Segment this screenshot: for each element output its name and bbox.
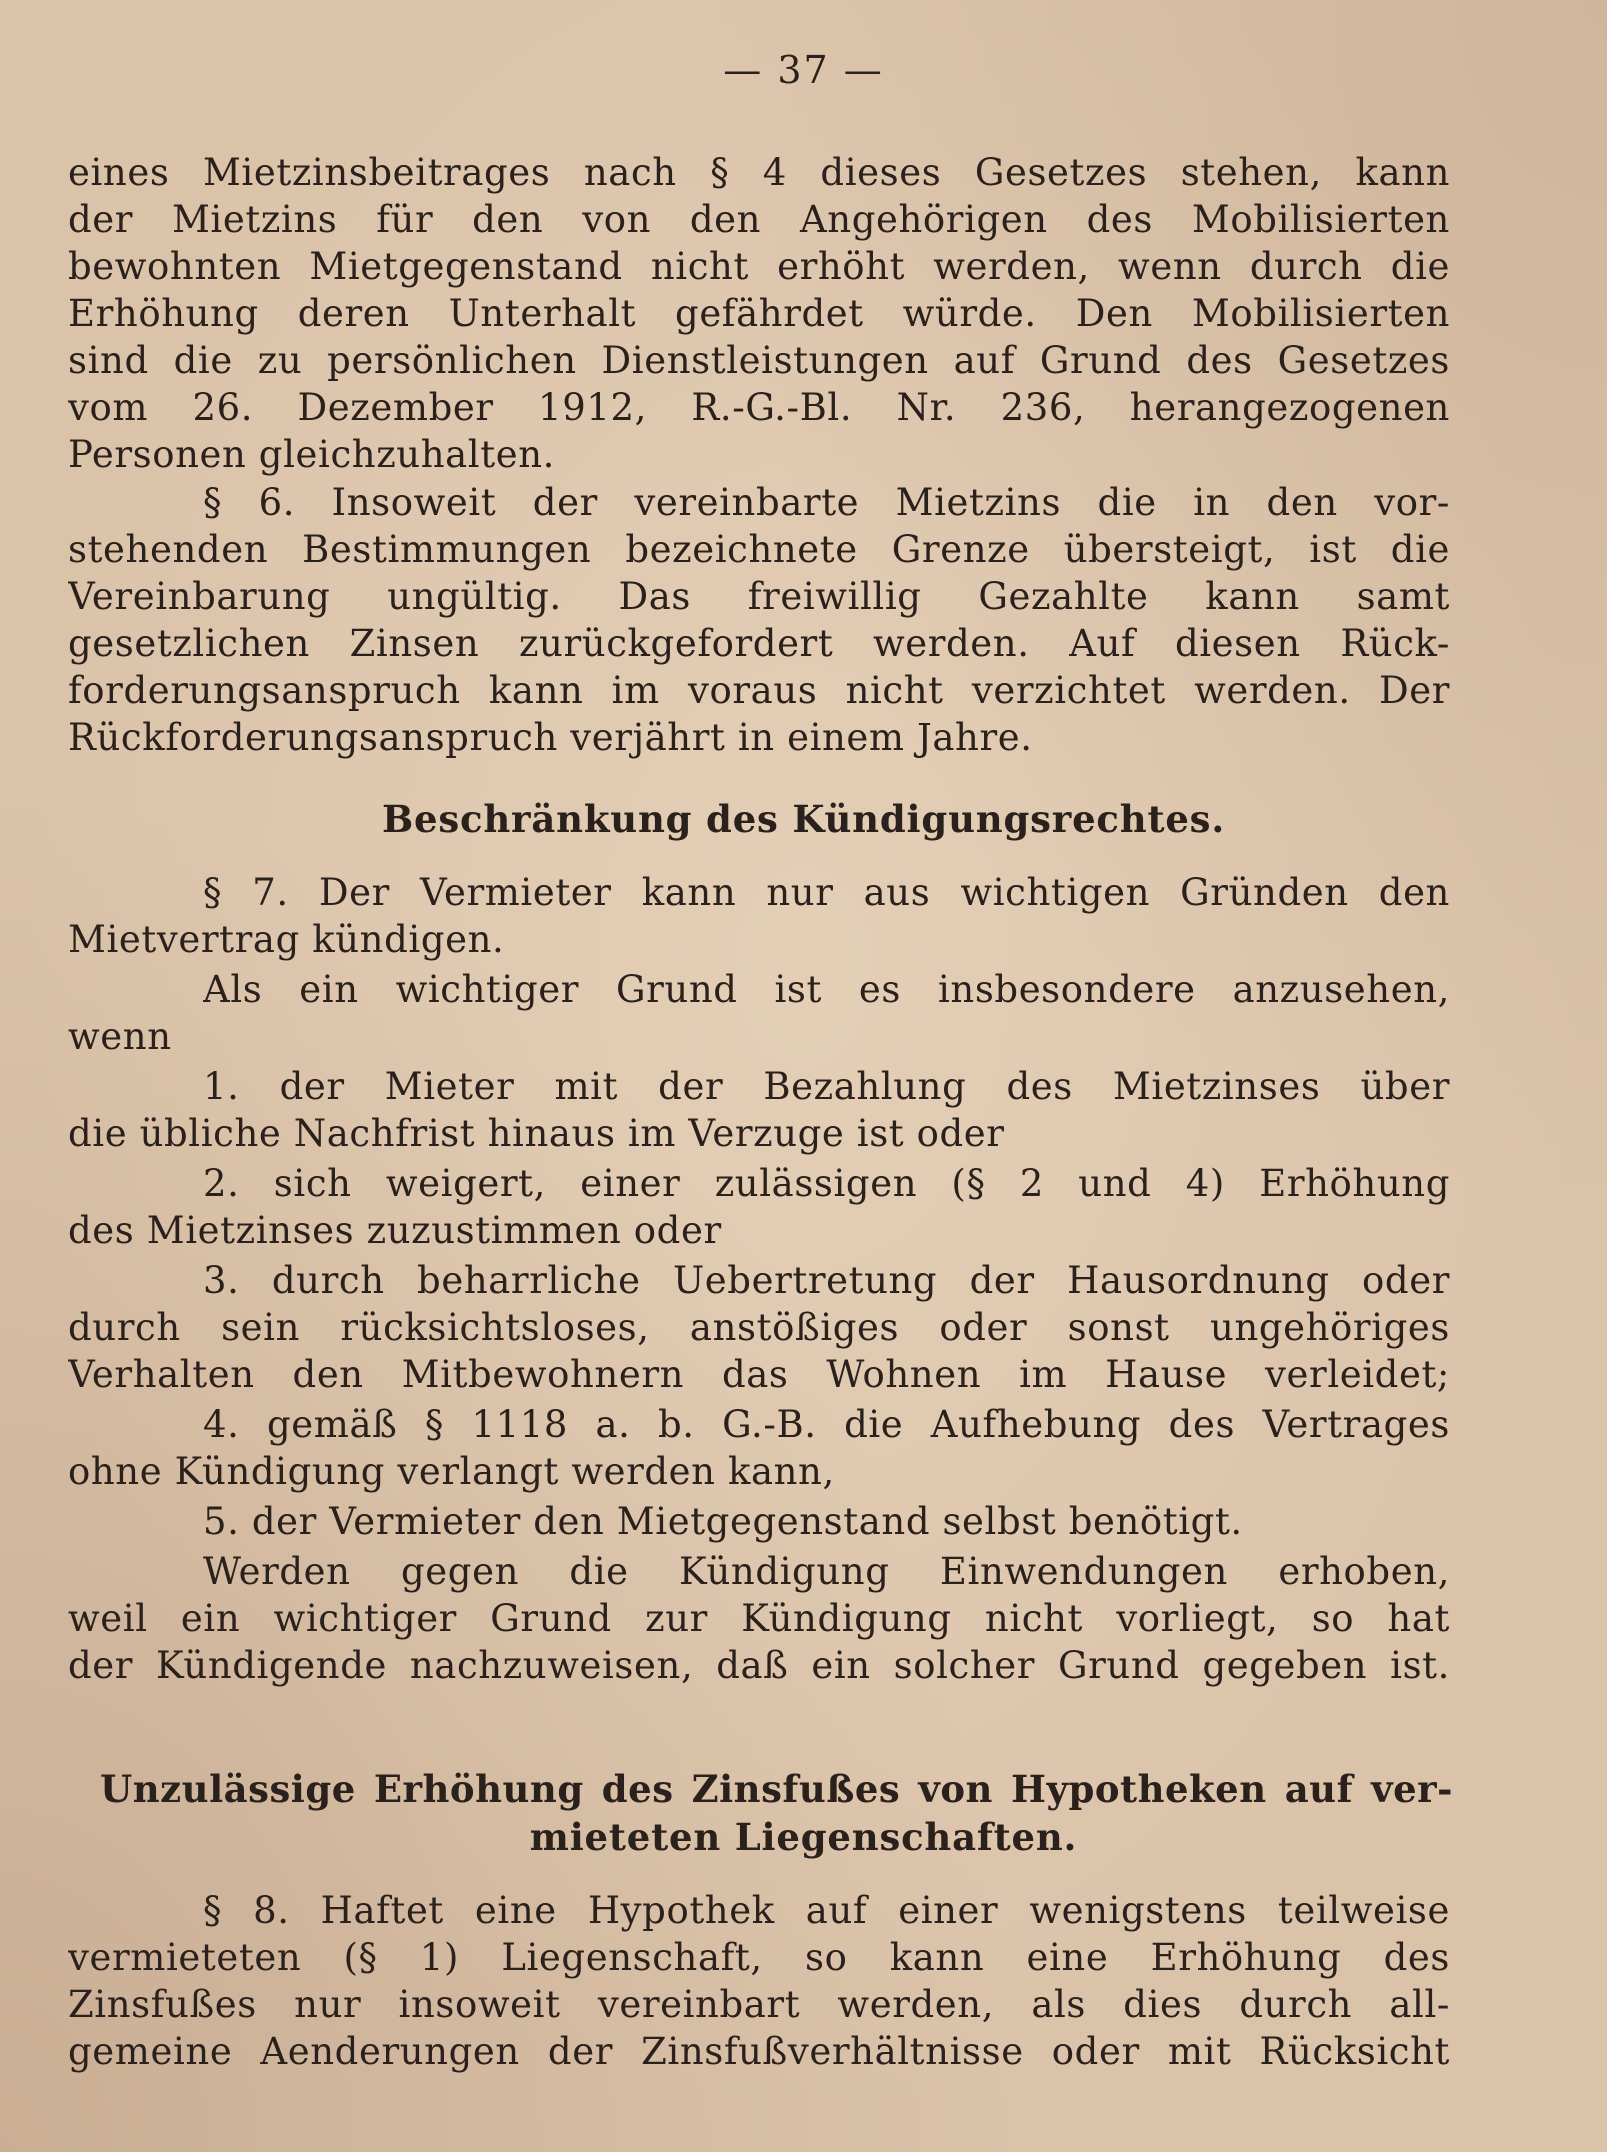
section-6-line: gesetzlichen Zinsen zurückgefordert werden. Auf diesen Rück-: [68, 622, 1450, 665]
section-6-line: Vereinbarung ungültig. Das freiwillig Gezahlte kann samt: [68, 575, 1450, 618]
text-line: sind die zu persönlichen Dienstleistungen auf Grund des Gesetzes: [68, 339, 1450, 382]
section-8-line: Zinsfußes nur insoweit vereinbart werden, als dies durch all-: [68, 1983, 1450, 2026]
section-7-line: Verhalten den Mitbewohnern das Wohnen im Hause verleidet;: [68, 1353, 1450, 1396]
page-number: — 37 —: [723, 48, 884, 92]
text-line: eines Mietzinsbeitrages nach § 4 dieses Gesetzes stehen, kann: [68, 151, 1450, 194]
section-7-line: Mietvertrag kündigen.: [68, 918, 505, 961]
section-6-line: stehenden Bestimmungen bezeichnete Grenze übersteigt, ist die: [68, 528, 1450, 571]
section-7-list-item: 1. der Mieter mit der Bezahlung des Mietzinses über: [203, 1065, 1450, 1108]
section-7-list-item: 2. sich weigert, einer zulässigen (§ 2 und 4) Erhöhung: [203, 1162, 1450, 1205]
text-line: Erhöhung deren Unterhalt gefährdet würde. Den Mobilisierten: [68, 292, 1450, 335]
heading-zinsfuss-line-1: Unzulässige Erhöhung des Zinsfußes von Hypotheken auf ver-: [100, 1767, 1453, 1811]
text-line: vom 26. Dezember 1912, R.-G.-Bl. Nr. 236, herangezogenen: [68, 386, 1450, 429]
section-7-line: des Mietzinses zuzustimmen oder: [68, 1209, 722, 1252]
section-7-line: Werden gegen die Kündigung Einwendungen erhoben,: [203, 1550, 1450, 1593]
text-line: der Mietzins für den von den Angehörigen des Mobilisierten: [68, 198, 1450, 241]
section-7-line: die übliche Nachfrist hinaus im Verzuge ist oder: [68, 1112, 1005, 1155]
section-8-line: vermieteten (§ 1) Liegenschaft, so kann eine Erhöhung des: [68, 1936, 1450, 1979]
section-7-line: wenn: [68, 1015, 172, 1058]
text-line: Personen gleichzuhalten.: [68, 433, 555, 476]
section-7-line: ohne Kündigung verlangt werden kann,: [68, 1450, 835, 1493]
section-6-line: § 6. Insoweit der vereinbarte Mietzins die in den vor-: [203, 481, 1450, 524]
section-7-line: § 7. Der Vermieter kann nur aus wichtigen Gründen den: [203, 871, 1450, 914]
heading-zinsfuss-line-2: mieteten Liegenschaften.: [529, 1815, 1078, 1859]
section-7-line: weil ein wichtiger Grund zur Kündigung nicht vorliegt, so hat: [68, 1597, 1450, 1640]
section-6-line: Rückforderungsanspruch verjährt in einem Jahre.: [68, 716, 1033, 759]
section-6-line: forderungsanspruch kann im voraus nicht verzichtet werden. Der: [68, 669, 1450, 712]
heading-kuendigungsrecht: Beschränkung des Kündigungsrechtes.: [381, 797, 1225, 841]
section-8-line: gemeine Aenderungen der Zinsfußverhältnisse oder mit Rücksicht: [68, 2030, 1450, 2073]
section-7-line: Als ein wichtiger Grund ist es insbesondere anzusehen,: [203, 968, 1450, 1011]
section-7-line: der Kündigende nachzuweisen, daß ein solcher Grund gegeben ist.: [68, 1644, 1450, 1687]
text-line: bewohnten Mietgegenstand nicht erhöht werden, wenn durch die: [68, 245, 1450, 288]
section-7-line: durch sein rücksichtsloses, anstößiges oder sonst ungehöriges: [68, 1306, 1450, 1349]
section-7-list-item: 5. der Vermieter den Mietgegenstand selbst benötigt.: [203, 1500, 1243, 1543]
section-7-list-item: 3. durch beharrliche Uebertretung der Hausordnung oder: [203, 1259, 1450, 1302]
section-8-line: § 8. Haftet eine Hypothek auf einer wenigstens teilweise: [203, 1889, 1450, 1932]
section-7-list-item: 4. gemäß § 1118 a. b. G.-B. die Aufhebung des Vertrages: [203, 1403, 1450, 1446]
